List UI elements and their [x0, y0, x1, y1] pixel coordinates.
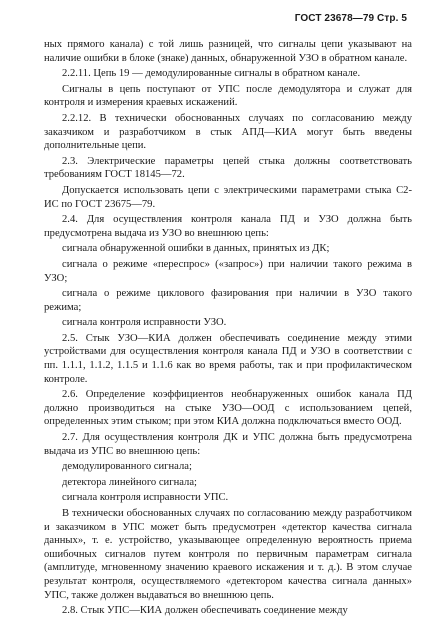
page-header [295, 13, 407, 24]
paragraph: 2.5. Стык УЗО—КИА должен обеспечивать соединение между этими устройствами для осуществления контроля канала ПД и УЗО в соответствии с пп. 1.1.1, 1.1.2, 1.1.5 и 1.1.6 как во время работы, так и при профилактическом контроле. [44, 332, 412, 385]
paragraph: 2.3. Электрические параметры цепей стыка должны соответствовать требованиям ГОСТ 18145—72. [44, 155, 412, 181]
paragraph: 2.7. Для осуществления контроля ДК и УПС должна быть предусмотрена выдача из УПС во внешнюю цепь: [44, 432, 412, 457]
paragraph: 2.4. Для осуществления контроля канала ПД и УЗО должна быть предусмотрена выдача из УЗО во внешнюю цепь: [44, 214, 412, 239]
paragraph: В технически обоснованных случаях по согласованию между разработчиком и заказчиком в УПС может быть предусмотрен «детектор качества сигнала данных», т. е. устройство, указывающее определенную вероятность приема ошибочных сигналов путем контроля по первичным параметрам сигнала (амплитуде, мгновенному значению краевого искажения и т. д.). В этом случае результат контроля, осуществляемого «детектором качества сигнала данных» УПС, также должен выдаваться во внешнюю цепь. [44, 508, 412, 601]
paragraph: 2.6. Определение коэффициентов необнаруженных ошибок канала ПД должно производиться на стыке УЗО—ООД с использованием цепей, определенных этим стыком; при этом КИА должна подключаться вместо ООД. [44, 389, 412, 428]
paragraph: сигнала контроля исправности УЗО. [62, 317, 227, 329]
standard-number: ГОСТ 23678—79 [294, 13, 375, 24]
paragraph: ных прямого канала) с той лишь разницей, что сигналы цепи указывают на наличие ошибки в блоке (знаке) данных, обнаруженной УЗО в обратном канале. [44, 39, 412, 64]
paragraph: 2.8. Стык УПС—КИА должен обеспечивать соединение между [62, 605, 348, 617]
paragraph: сигнала обнаруженной ошибки в данных, принятых из ДК; [62, 243, 330, 255]
paragraph: сигнала о режиме «переспрос» («запрос») при наличии такого режима в УЗО; [44, 258, 412, 284]
paragraph: сигнала о режиме циклового фазирования при наличии в УЗО такого режима; [44, 288, 412, 313]
paragraph: 2.2.12. В технически обоснованных случаях по согласованию между заказчиком и разработчиком в стык АПД—КИА могут быть введены дополнительные цепи. [44, 112, 412, 152]
paragraph: Допускается использовать цепи с электрическими параметрами стыка С2-ИС по ГОСТ 23675—79. [44, 184, 412, 210]
paragraph: детектора линейного сигнала; [62, 476, 197, 488]
paragraph: демодулированного сигнала; [62, 461, 192, 473]
page-number: Стр. 5 [377, 13, 407, 24]
paragraph: сигнала контроля исправности УПС. [62, 492, 229, 504]
paragraph: Сигналы в цепь поступают от УПС после демодулятора и служат для контроля и измерения краевых искажений. [44, 83, 412, 109]
document-body [44, 38, 412, 618]
paragraph: 2.2.11. Цепь 19 — демодулированные сигналы в обратном канале. [62, 68, 361, 80]
